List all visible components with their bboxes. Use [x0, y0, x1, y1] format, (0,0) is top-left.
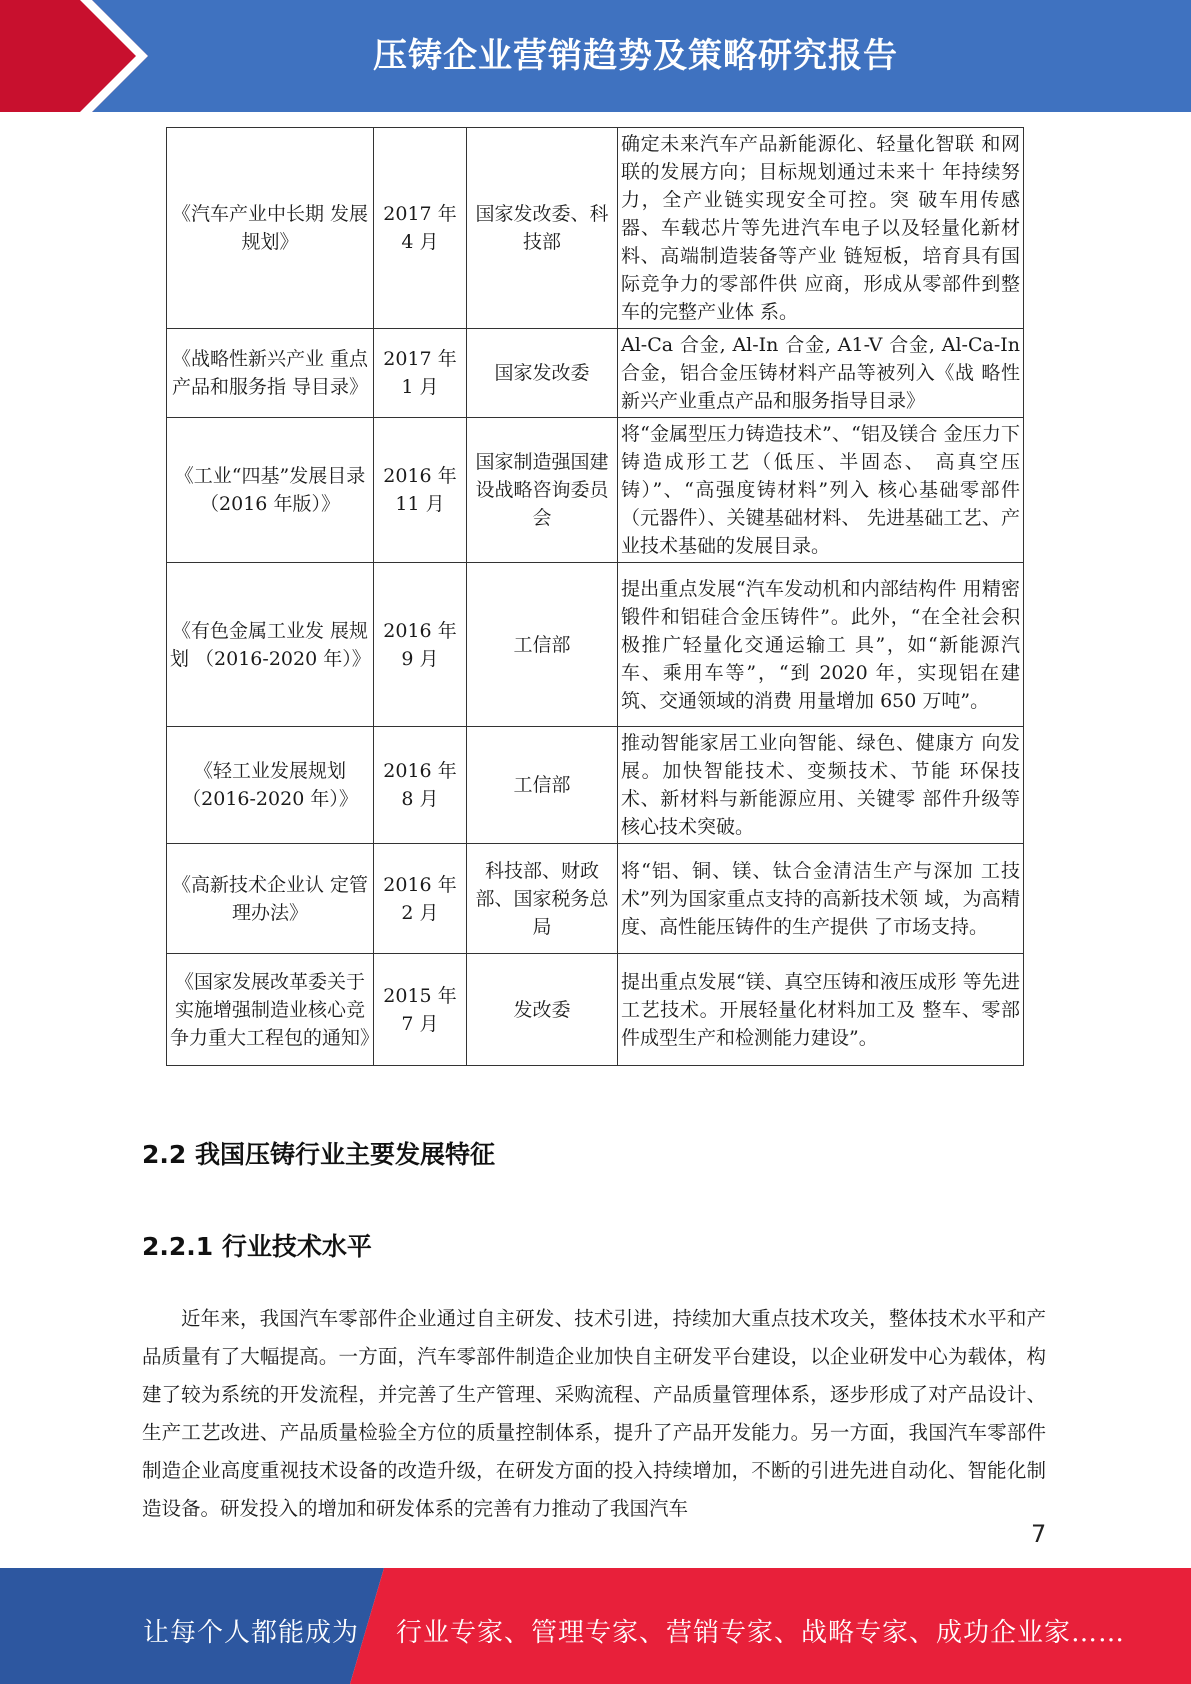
table-row	[167, 128, 1024, 329]
policy-description-cell: 将“金属型压力铸造技术”、“铝及镁合 金压力下铸造成形工艺（低压、半固态、 高真空压铸）”、“高强度铸材料”列入 核心基础零部件（元器件）、关键基础材料、 先进基础工艺、产业技术基础的发展目录。	[618, 418, 1024, 563]
section-heading: 2.2 我国压铸行业主要发展特征	[142, 1140, 495, 1169]
policy-department-cell: 发改委	[467, 954, 618, 1066]
table-row	[167, 844, 1024, 954]
policy-department-cell: 国家发改委	[467, 329, 618, 418]
policy-department-cell: 国家发改委、科技部	[467, 128, 618, 329]
page-number: 7	[1031, 1520, 1047, 1548]
policy-date-cell: 2016 年 11 月	[374, 418, 467, 563]
policy-table	[166, 127, 1024, 1066]
policy-description-cell: 提出重点发展“汽车发动机和内部结构件 用精密锻件和铝硅合金压铸件”。此外，“在全社会积极推广轻量化交通运输工 具”，如“新能源汽车、乘用车等”，“到 2020 年，实现铝在建筑、交通领域的消费 用量增加 650 万吨”。	[618, 563, 1024, 727]
policy-description-cell: 提出重点发展“镁、真空压铸和液压成形 等先进工艺技术。开展轻量化材料加工及 整车、零部件成型生产和检测能力建设”。	[618, 954, 1024, 1066]
footer-slogan-right: 行业专家、管理专家、营销专家、战略专家、成功企业家……	[396, 1618, 1126, 1648]
policy-name-cell: 《工业“四基”发展目录（2016 年版）》	[167, 418, 374, 563]
policy-name-cell: 《战略性新兴产业 重点产品和服务指 导目录》	[167, 329, 374, 418]
page-header	[0, 0, 1191, 112]
table-row	[167, 954, 1024, 1066]
policy-date-cell: 2016 年 8 月	[374, 727, 467, 844]
policy-name-cell: 《高新技术企业认 定管理办法》	[167, 844, 374, 954]
table-row	[167, 418, 1024, 563]
policy-department-cell: 工信部	[467, 727, 618, 844]
policy-description-cell: 将“铝、铜、镁、钛合金清洁生产与深加 工技术”列为国家重点支持的高新技术领 域，为高精度、高性能压铸件的生产提供 了市场支持。	[618, 844, 1024, 954]
report-title: 压铸企业营销趋势及策略研究报告	[373, 36, 898, 76]
policy-date-cell: 2016 年 9 月	[374, 563, 467, 727]
subsection-heading: 2.2.1 行业技术水平	[142, 1232, 372, 1261]
policy-name-cell: 《国家发展改革委关于实施增强制造业核心竞争力重大工程包的通知》	[167, 954, 374, 1066]
policy-name-cell: 《汽车产业中长期 发展规划》	[167, 128, 374, 329]
policy-department-cell: 科技部、财政部、国家税务总局	[467, 844, 618, 954]
policy-date-cell: 2017 年 1 月	[374, 329, 467, 418]
policy-description-cell: 确定未来汽车产品新能源化、轻量化智联 和网联的发展方向；目标规划通过未来十 年持续努力，全产业链实现安全可控。突 破车用传感器、车载芯片等先进汽车电子以及轻量化新材料、高端制造装备等产业 链短板，培育具有国际竞争力的零部件供 应商，形成从零部件到整车的完整产业体 系。	[618, 128, 1024, 329]
table-row	[167, 329, 1024, 418]
policy-date-cell: 2017 年 4 月	[374, 128, 467, 329]
policy-name-cell: 《有色金属工业发 展规划 （2016-2020 年）》	[167, 563, 374, 727]
policy-date-cell: 2015 年 7 月	[374, 954, 467, 1066]
policy-department-cell: 工信部	[467, 563, 618, 727]
policy-description-cell: Al-Ca 合金, Al-In 合金, A1-V 合金, Al-Ca-In 合金，铝合金压铸材料产品等被列入《战 略性新兴产业重点产品和服务指导目录》	[618, 329, 1024, 418]
policy-description-cell: 推动智能家居工业向智能、绿色、健康方 向发展。加快智能技术、变频技术、节能 环保技术、新材料与新能源应用、关键零 部件升级等核心技术突破。	[618, 727, 1024, 844]
policy-date-cell: 2016 年 2 月	[374, 844, 467, 954]
table-row	[167, 563, 1024, 727]
body-paragraph: 近年来，我国汽车零部件企业通过自主研发、技术引进，持续加大重点技术攻关，整体技术水平和产品质量有了大幅提高。一方面，汽车零部件制造企业加快自主研发平台建设，以企业研发中心为载体，构建了较为系统的开发流程，并完善了生产管理、采购流程、产品质量管理体系，逐步形成了对产品设计、生产工艺改进、产品质量检验全方位的质量控制体系，提升了产品开发能力。另一方面，我国汽车零部件制造企业高度重视技术设备的改造升级，在研发方面的投入持续增加，不断的引进先进自动化、智能化制造设备。研发投入的增加和研发体系的完善有力推动了我国汽车	[142, 1307, 1046, 1520]
policy-name-cell: 《轻工业发展规划 （2016-2020 年）》	[167, 727, 374, 844]
footer-slogan-left: 让每个人都能成为	[143, 1618, 360, 1648]
policy-department-cell: 国家制造强国建设战略咨询委员会	[467, 418, 618, 563]
table-row	[167, 727, 1024, 844]
